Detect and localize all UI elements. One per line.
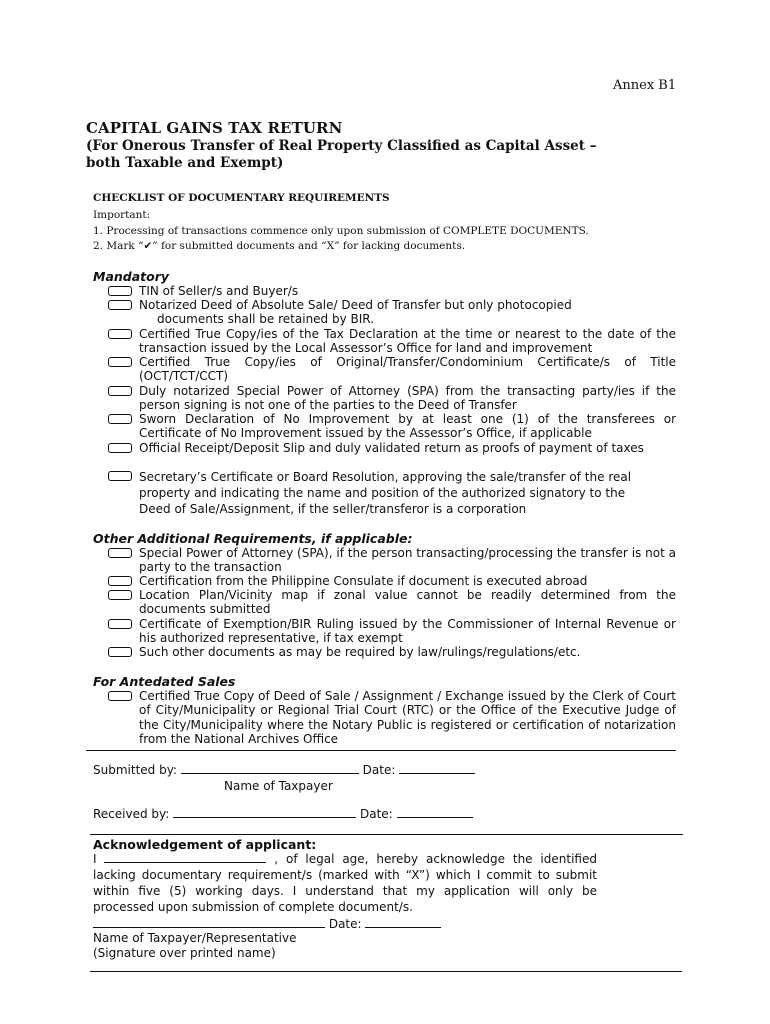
ack-body	[93, 851, 597, 915]
additional-item-other-docs	[108, 645, 676, 659]
mandatory-item-title	[108, 355, 676, 384]
item-text: Special Power of Attorney (SPA), if the person transacting/processing the transfer is not a party to the transaction	[139, 546, 676, 575]
ack-text: , of legal age, hereby acknowledge the identified lacking documentary requirement/s (marked with “X”) which I commit to submit within five (5) working days. I understand that my application will only be processed upon submission of complete document/s.	[93, 852, 597, 914]
date-label: Date:	[328, 917, 362, 931]
checkbox[interactable]	[108, 576, 132, 586]
checkbox[interactable]	[108, 619, 132, 629]
antedated-heading: For Antedated Sales	[93, 674, 236, 689]
date-label: Date:	[362, 763, 396, 777]
important-notes	[93, 208, 589, 255]
submitted-by-row	[93, 763, 475, 777]
additional-heading: Other Additional Requirements, if applicable:	[93, 531, 413, 546]
checkbox[interactable]	[108, 443, 132, 453]
mandatory-item-tax-declaration	[108, 327, 676, 356]
submitted-date-field[interactable]	[399, 763, 475, 774]
item-text: Official Receipt/Deposit Slip and duly validated return as proofs of payment of taxes	[139, 441, 644, 455]
mandatory-heading: Mandatory	[93, 269, 170, 284]
mandatory-item-spa	[108, 384, 676, 413]
item-text: Certificate of Exemption/BIR Ruling issued by the Commissioner of Internal Revenue or his authorized representative, if tax exempt	[139, 617, 676, 646]
ack-name-field[interactable]	[104, 852, 266, 863]
item-text: Duly notarized Special Power of Attorney (SPA) from the transacting party/ies if the person signing is not one of the parties to the Deed of Transfer	[139, 384, 676, 413]
checklist-heading: CHECKLIST OF DOCUMENTARY REQUIREMENTS	[93, 192, 390, 204]
additional-item-spa	[108, 546, 676, 575]
important-label: Important:	[93, 209, 151, 221]
checkbox[interactable]	[108, 286, 132, 296]
mandatory-item-tin	[108, 284, 676, 298]
item-text: Notarized Deed of Absolute Sale/ Deed of Transfer but only photocopied	[139, 298, 572, 312]
checkbox[interactable]	[108, 691, 132, 701]
checkbox[interactable]	[108, 590, 132, 600]
divider	[86, 750, 676, 751]
check-mark-icon: ✔	[143, 240, 153, 252]
annex-label: Annex B1	[613, 78, 677, 93]
item-text: Secretary’s Certificate or Board Resolution, approving the sale/transfer of the real	[139, 470, 632, 484]
signature-name-label: Name of Taxpayer/Representative	[93, 931, 297, 945]
checkbox[interactable]	[108, 386, 132, 396]
item-text: Sworn Declaration of No Improvement by at least one (1) of the transferees or Certificate of No Improvement issued by the Assessor’s Office, if applicable	[139, 412, 676, 441]
additional-item-exemption	[108, 617, 676, 646]
received-by-label: Received by:	[93, 807, 170, 821]
checkbox[interactable]	[108, 357, 132, 367]
checkbox[interactable]	[108, 300, 132, 310]
name-of-taxpayer-label: Name of Taxpayer	[224, 779, 333, 793]
ack-signature-field[interactable]	[93, 917, 325, 928]
mandatory-item-secretary-certificate	[108, 469, 676, 517]
divider	[90, 834, 683, 835]
item-text: Location Plan/Vicinity map if zonal value cannot be readily determined from the documents submitted	[139, 588, 676, 617]
ack-date-row	[93, 917, 441, 931]
received-by-field[interactable]	[173, 807, 356, 818]
mandatory-item-deed	[108, 298, 676, 327]
note-2	[93, 239, 589, 255]
item-text: Certified True Copy of Deed of Sale / Assignment / Exchange issued by the Clerk of Court of City/Municipality or Regional Trial Court (RTC) or the Office of the Executive Judge of the City/Municipality where the Notary Public is registered or certification of notarization from the National Archives Office	[139, 689, 676, 746]
item-text: Such other documents as may be required by law/rulings/regulations/etc.	[139, 645, 581, 659]
checkbox[interactable]	[108, 471, 132, 481]
note-2-suffix: ” for submitted documents and “X” for lacking documents.	[152, 240, 466, 252]
mandatory-item-no-improvement	[108, 412, 676, 441]
checkbox[interactable]	[108, 329, 132, 339]
ack-date-field[interactable]	[365, 917, 441, 928]
item-text: TIN of Seller/s and Buyer/s	[139, 284, 299, 298]
antedated-item-deed	[108, 689, 676, 746]
page-title: CAPITAL GAINS TAX RETURN	[86, 119, 343, 137]
signature-caption	[93, 931, 297, 961]
checkbox[interactable]	[108, 414, 132, 424]
item-text-cont: Deed of Sale/Assignment, if the seller/transferor is a corporation	[139, 502, 527, 516]
received-by-row	[93, 807, 473, 821]
ack-i-label: I	[93, 852, 97, 866]
item-text-cont: property and indicating the name and position of the authorized signatory to the	[139, 486, 626, 500]
mandatory-item-receipt	[108, 441, 676, 455]
item-text-cont: documents shall be retained by BIR.	[157, 312, 375, 327]
item-text: Certified True Copy/ies of Original/Transfer/Condominium Certificate/s of Title (OCT/TCT/CCT)	[139, 355, 676, 384]
note-2-prefix: 2. Mark “	[93, 240, 144, 252]
ack-heading: Acknowledgement of applicant:	[93, 837, 317, 852]
additional-item-consulate	[108, 574, 676, 588]
additional-item-location-plan	[108, 588, 676, 617]
submitted-by-label: Submitted by:	[93, 763, 177, 777]
date-label: Date:	[359, 807, 393, 821]
received-date-field[interactable]	[397, 807, 473, 818]
checkbox[interactable]	[108, 647, 132, 657]
checkbox[interactable]	[108, 548, 132, 558]
submitted-by-field[interactable]	[181, 763, 359, 774]
item-text: Certified True Copy/ies of the Tax Declaration at the time or nearest to the date of the transaction issued by the Local Assessor’s Office for land and improvement	[139, 327, 676, 356]
page-subtitle: (For Onerous Transfer of Real Property Classified as Capital Asset – both Taxable and Exempt)	[86, 138, 597, 171]
divider	[90, 971, 682, 972]
signature-note: (Signature over printed name)	[93, 946, 276, 960]
note-1: 1. Processing of transactions commence only upon submission of COMPLETE DOCUMENTS.	[93, 224, 589, 237]
item-text: Certification from the Philippine Consulate if document is executed abroad	[139, 574, 588, 588]
